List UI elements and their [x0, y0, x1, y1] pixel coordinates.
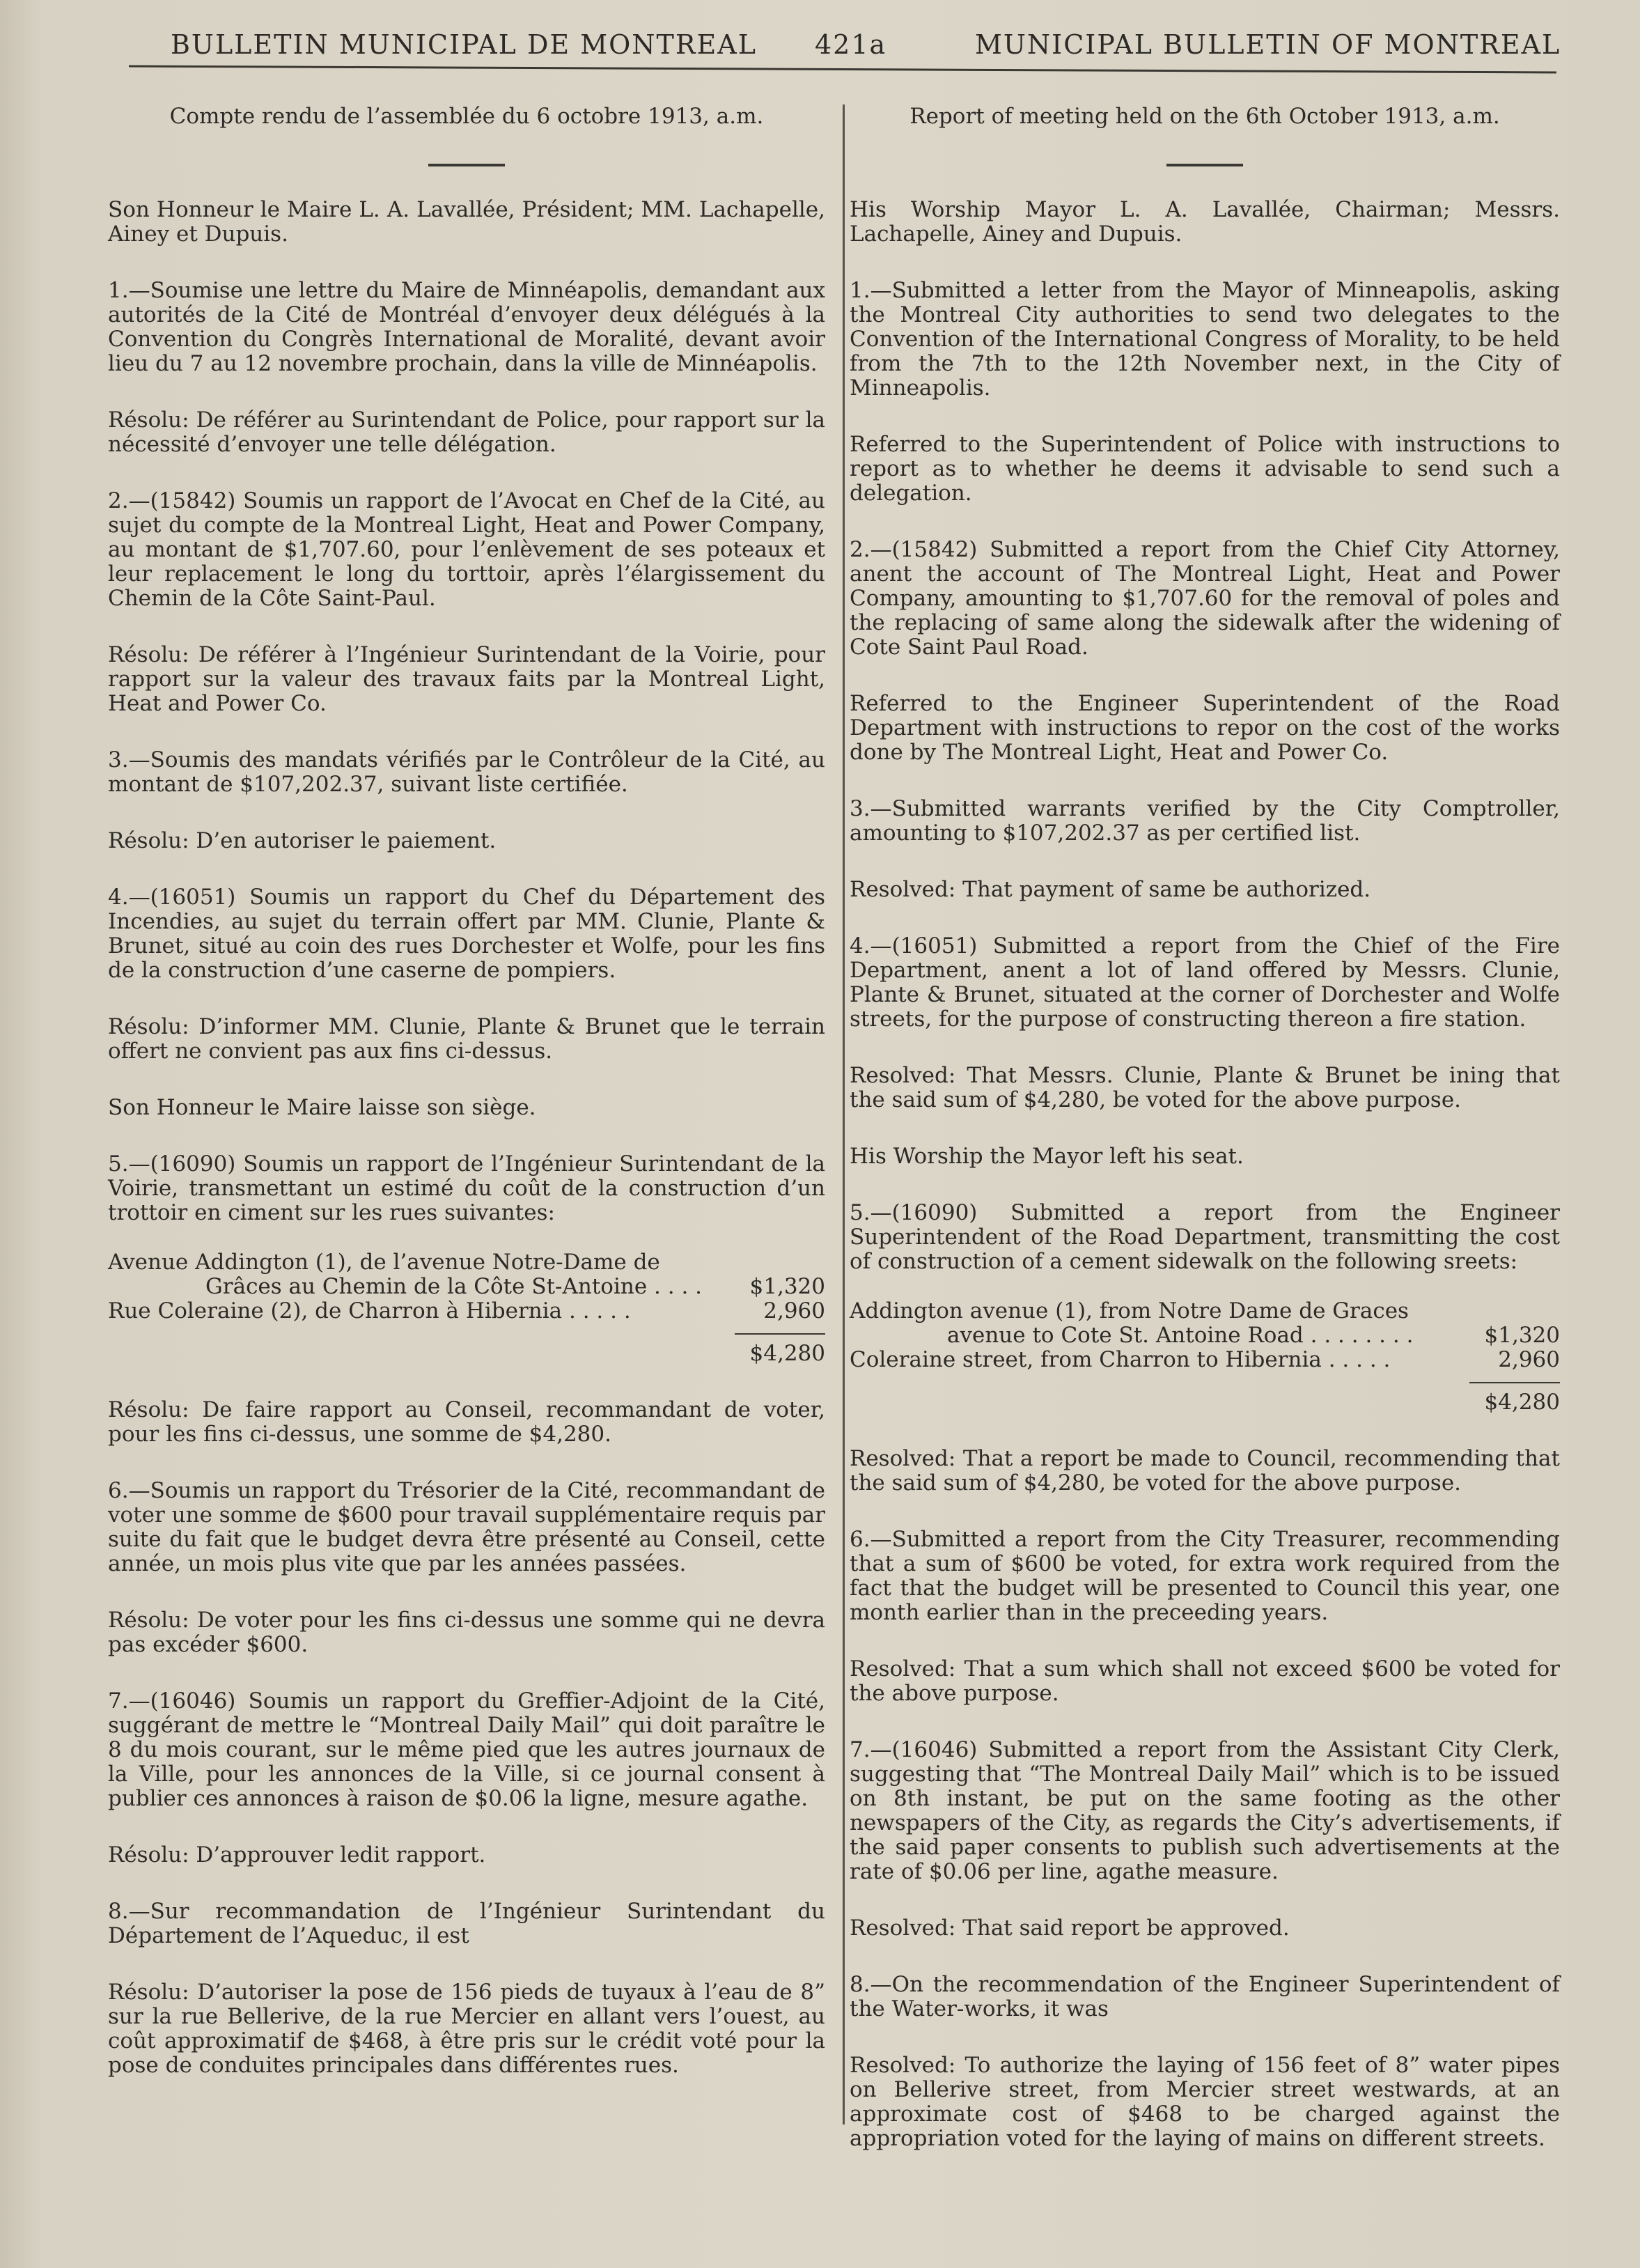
- french-item-2: 2.—(15842) Soumis un rapport de l’Avocat en Chef de la Cité, au sujet du compte de la Montreal Light, Heat and Power Company, au montant de $1,707.60, pour l’enlèvement de ses poteaux et leur replacement le long du torttoir, après l’élargissement du Chemin de la Côte Saint-Paul.: [108, 488, 825, 611]
- english-item-7: 7.—(16046) Submitted a report from the Assistant City Clerk, suggesting that “The Montreal Daily Mail” which is to be issued on 8th instant, be put on the same footing as the other newspapers of the City, as regards the City’s advertisements, if the said paper consents to publish such advertisements at the rate of $0.06 per line, agathe measure.: [850, 1737, 1560, 1884]
- english-item-3: 3.—Submitted warrants verified by the City Comptroller, amounting to $107,202.37 as per certified list.: [850, 796, 1560, 846]
- table-row: [850, 1348, 1560, 1372]
- french-resolution-5: Résolu: De faire rapport au Conseil, recommandant de voter, pour les fins ci-dessus, une somme de $4,280.: [108, 1397, 825, 1447]
- english-total-rule: [1469, 1382, 1560, 1383]
- english-item-8: 8.—On the recommendation of the Engineer Superintendent of the Water-works, it was: [850, 1972, 1560, 2021]
- french-resolution-7: Résolu: D’approuver ledit rapport.: [108, 1842, 486, 1867]
- english-row-2: Coleraine street, from Charron to Hibernia . . . . .: [850, 1347, 1391, 1372]
- english-title-rule: [1166, 164, 1243, 166]
- header-rule: [129, 65, 1556, 74]
- header-english-title: MUNICIPAL BULLETIN OF MONTREAL: [975, 29, 1561, 60]
- french-row-1-line-1: Avenue Addington (1), de l’avenue Notre-Dame de: [108, 1250, 660, 1275]
- french-item-8: 8.—Sur recommandation de l’Ingénieur Surintendant du Département de l’Aqueduc, il est: [108, 1899, 825, 1948]
- english-row-1-line-2: avenue to Cote St. Antoine Road . . . . . . . .: [947, 1323, 1414, 1348]
- english-resolution-2: Referred to the Engineer Superintendent of the Road Department with instructions to repor on the cost of the works done by The Montreal Light, Heat and Power Co.: [850, 691, 1560, 765]
- english-resolution-4: Resolved: That Messrs. Clunie, Plante & Brunet be ining that the said sum of $4,280, be voted for the above purpose.: [850, 1063, 1560, 1112]
- table-row: [850, 1299, 1560, 1323]
- french-mayor-note: Son Honneur le Maire laisse son siège.: [108, 1095, 536, 1120]
- english-item-1: 1.—Submitted a letter from the Mayor of Minneapolis, asking the Montreal City authorities to send two delegates to the Convention of the International Congress of Morality, to be held from the 7th to the 12th November next, in the City of Minneapolis.: [850, 278, 1560, 401]
- french-item-3: 3.—Soumis des mandats vérifiés par le Contrôleur de la Cité, au montant de $107,202.37, suivant liste certifiée.: [108, 747, 825, 797]
- english-cost-table: [850, 1299, 1560, 1415]
- french-item-6: 6.—Soumis un rapport du Trésorier de la Cité, recommandant de voter une somme de $600 pour travail supplémentaire requis par suite du fait que le budget devra être présenté au Conseil, cette année, un mois plus vite que par les années passées.: [108, 1478, 825, 1576]
- french-item-1: 1.—Soumise une lettre du Maire de Minnéapolis, demandant aux autorités de la Cité de Montréal d’envoyer deux délégués à la Convention du Congrès International de Moralité, devant avoir lieu du 7 au 12 novembre prochain, dans la ville de Minnéapolis.: [108, 278, 825, 376]
- column-divider: [843, 104, 845, 2125]
- table-row: [108, 1275, 825, 1299]
- english-total: $4,280: [1484, 1390, 1560, 1415]
- english-item-5: 5.—(16090) Submitted a report from the Engineer Superintendent of the Road Department, transmitting the cost of construction of a cement sidewalk on the following sreets:: [850, 1200, 1560, 1274]
- french-resolution-8: Résolu: D’autoriser la pose de 156 pieds de tuyaux à l’eau de 8” sur la rue Bellerive, de la rue Mercier en allant vers l’ouest, au coût approximatif de $468, à être pris sur le crédit voté pour la pose de conduites principales dans différentes rues.: [108, 1980, 825, 2078]
- french-resolution-6: Résolu: De voter pour les fins ci-dessus une somme qui ne devra pas excéder $600.: [108, 1608, 825, 1657]
- english-resolution-1: Referred to the Superintendent of Police with instructions to report as to whether he deems it advisable to send such a delegation.: [850, 432, 1560, 506]
- english-item-4: 4.—(16051) Submitted a report from the Chief of the Fire Department, anent a lot of land offered by Messrs. Clunie, Plante & Brunet, situated at the corner of Dorchester and Wolfe streets, for the purpose of constructing thereon a fire station.: [850, 933, 1560, 1032]
- french-resolution-3: Résolu: D’en autoriser le paiement.: [108, 828, 497, 853]
- french-title: Compte rendu de l’assemblée du 6 octobre 1913, a.m.: [169, 104, 764, 129]
- french-present: Son Honneur le Maire L. A. Lavallée, Président; MM. Lachapelle, Ainey et Dupuis.: [108, 197, 825, 247]
- french-item-7: 7.—(16046) Soumis un rapport du Greffier-Adjoint de la Cité, suggérant de mettre le “Montreal Daily Mail” qui doit paraître le 8 du mois courant, sur le même pied que les autres journaux de la Ville, pour les annonces de la Ville, si ce journal consent à publier ces annonces à raison de $0.06 la ligne, mesure agathe.: [108, 1688, 825, 1811]
- french-cost-table: [108, 1250, 825, 1366]
- french-row-2: Rue Coleraine (2), de Charron à Hibernia . . . . .: [108, 1298, 631, 1323]
- english-row-2-amount: 2,960: [1498, 1347, 1560, 1372]
- table-row: [108, 1250, 825, 1275]
- english-mayor-note: His Worship the Mayor left his seat.: [850, 1144, 1244, 1169]
- english-present: His Worship Mayor L. A. Lavallée, Chairman; Messrs. Lachapelle, Ainey and Dupuis.: [850, 197, 1560, 247]
- french-total: $4,280: [749, 1341, 825, 1366]
- french-column: [108, 104, 825, 2078]
- english-item-2: 2.—(15842) Submitted a report from the Chief City Attorney, anent the account of The Montreal Light, Heat and Power Company, amounting to $1,707.60 for the removal of poles and the replacing of same along the sidewalk after the widening of Cote Saint Paul Road.: [850, 537, 1560, 660]
- french-row-2-amount: 2,960: [763, 1298, 825, 1323]
- page-number: 421a: [815, 29, 887, 60]
- english-resolution-3: Resolved: That payment of same be authorized.: [850, 877, 1371, 902]
- french-title-rule: [428, 164, 505, 166]
- french-item-4: 4.—(16051) Soumis un rapport du Chef du Département des Incendies, au sujet du terrain offert par MM. Clunie, Plante & Brunet, situé au coin des rues Dorchester et Wolfe, pour les fins de la construction d’une caserne de pompiers.: [108, 885, 825, 983]
- english-resolution-6: Resolved: That a sum which shall not exceed $600 be voted for the above purpose.: [850, 1656, 1560, 1706]
- english-title: Report of meeting held on the 6th October 1913, a.m.: [909, 104, 1500, 129]
- french-total-rule: [735, 1333, 825, 1335]
- french-row-1-amount: $1,320: [749, 1274, 825, 1299]
- french-resolution-1: Résolu: De référer au Surintendant de Police, pour rapport sur la nécessité d’envoyer une telle délégation.: [108, 407, 825, 457]
- english-row-1-amount: $1,320: [1484, 1323, 1560, 1348]
- french-resolution-2: Résolu: De référer à l’Ingénieur Surintendant de la Voirie, pour rapport sur la valeur des travaux faits par la Montreal Light, Heat and Power Co.: [108, 642, 825, 716]
- english-item-6: 6.—Submitted a report from the City Treasurer, recommending that a sum of $600 be voted, for extra work required from the fact that the budget will be presented to Council this year, one month earlier than in the preceeding years.: [850, 1527, 1560, 1625]
- french-item-5: 5.—(16090) Soumis un rapport de l’Ingénieur Surintendant de la Voirie, transmettant un estimé du coût de la construction d’un trottoir en ciment sur les rues suivantes:: [108, 1151, 825, 1225]
- french-resolution-4: Résolu: D’informer MM. Clunie, Plante & Brunet que le terrain offert ne convient pas aux fins ci-dessus.: [108, 1014, 825, 1064]
- table-row: [108, 1299, 825, 1323]
- french-row-1-line-2: Grâces au Chemin de la Côte St-Antoine . . . .: [205, 1274, 703, 1299]
- english-column: [850, 104, 1560, 2151]
- english-resolution-8: Resolved: To authorize the laying of 156 feet of 8” water pipes on Bellerive street, from Mercier street westwards, at an approximate cost of $468 to be charged against the appropriation voted for the laying of mains on different streets.: [850, 2053, 1560, 2151]
- english-row-1-line-1: Addington avenue (1), from Notre Dame de Graces: [850, 1298, 1409, 1323]
- header-french-title: BULLETIN MUNICIPAL DE MONTREAL: [171, 29, 757, 60]
- english-resolution-7: Resolved: That said report be approved.: [850, 1916, 1290, 1941]
- english-resolution-5: Resolved: That a report be made to Council, recommending that the said sum of $4,280, be voted for the above purpose.: [850, 1446, 1560, 1496]
- table-row: [850, 1323, 1560, 1348]
